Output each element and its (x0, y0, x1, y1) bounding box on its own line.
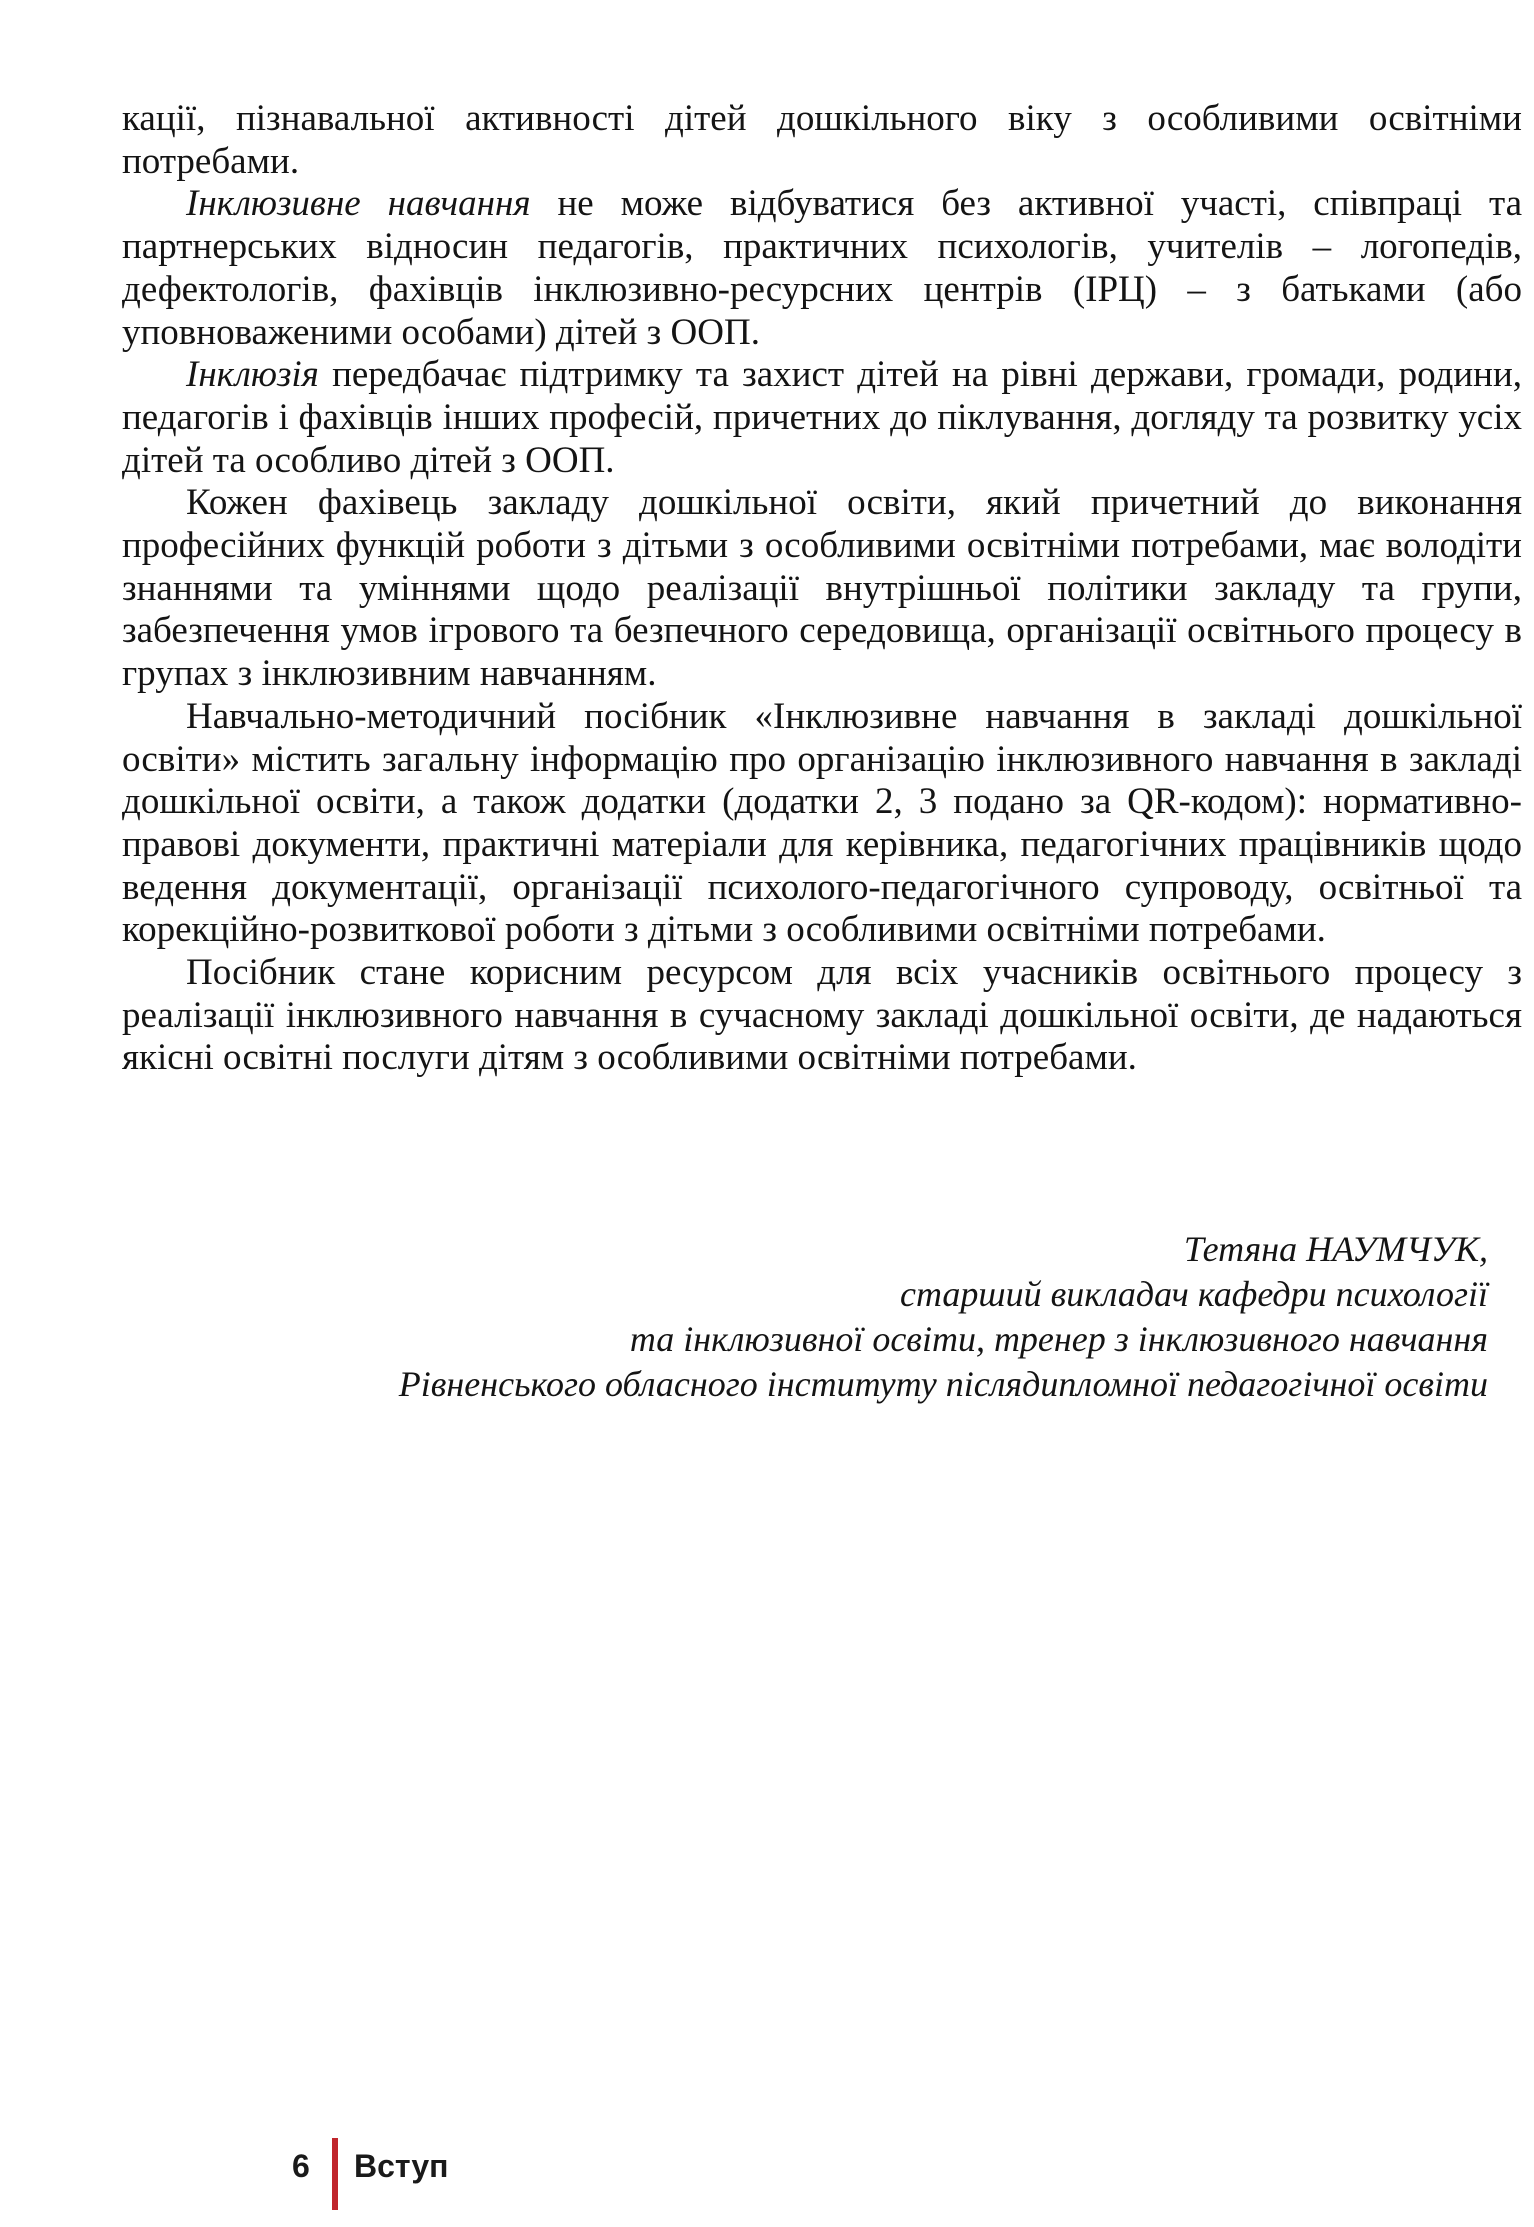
paragraph-text: не може відбуватися без активної участі, співпраці та партнерських відносин педагогів, практичних психологів, учителів – логопедів, дефектологів, фахівців інклюзивно-ресурсних центрів (ІРЦ) – з батьками (або уповноваженими особами) дітей з ООП. (122, 183, 1523, 353)
paragraph-manual: Навчально-методичний посібник «Інклюзивне навчання в закладі дошкільної освіти» містить загальну інформацію про організацію інклюзивного навчання в закладі дошкільної освіти, а також додатки (додатки 2, 3 подано за QR-кодом): нормативно-правові документи, практичні матеріали для керівника, педагогічних працівників щодо ведення документації, організації психолого-педагогічного супроводу, освітньої та корекційно-розвиткової роботи з дітьми з особливими освітніми потребами. (122, 695, 1522, 951)
page-number: 6 (292, 2148, 310, 2184)
body-text (122, 98, 1522, 1080)
author-title-line: старший викладач кафедри психології (900, 1274, 1488, 1314)
term-inclusive-learning: Інклюзивне навчання (186, 183, 531, 225)
paragraph-inclusion (122, 354, 1522, 482)
author-title-line: та інклюзивної освіти, тренер з інклюзивного навчання (629, 1319, 1488, 1359)
paragraph-continuation: кації, пізнавальної активності дітей дошкільного віку з особливими освітніми потребами. (122, 98, 1522, 182)
author-signature (108, 1227, 1488, 1407)
author-institution: Рівненського обласного інституту післядипломної педагогічної освіти (398, 1364, 1488, 1404)
paragraph-resource: Посібник стане корисним ресурсом для всіх учасників освітнього процесу з реалізації інклюзивного навчання в сучасному закладі дошкільної освіти, де надаються якісні освітні послуги дітям з особливими освітніми потребами. (122, 952, 1522, 1079)
paragraph-inclusive-learning (122, 183, 1522, 354)
paragraph-text: передбачає підтримку та захист дітей на рівні держави, громади, родини, педагогів і фахівців інших професій, причетних до піклування, догляду та розвитку усіх дітей та особливо дітей з ООП. (122, 354, 1522, 481)
section-title: Вступ (354, 2148, 449, 2184)
paragraph-specialist: Кожен фахівець закладу дошкільної освіти, який причетний до виконання професійних функцій роботи з дітьми з особливими освітніми потребами, має володіти знаннями та уміннями щодо реалізації внутрішньої політики закладу та групи, забезпечення умов ігрового та безпечного середовища, організації освітнього процесу в групах з інклюзивним навчанням. (122, 482, 1522, 695)
term-inclusion: Інклюзія (186, 354, 319, 396)
footer-divider (332, 2138, 338, 2210)
author-name: Тетяна НАУМЧУК, (1183, 1229, 1488, 1269)
